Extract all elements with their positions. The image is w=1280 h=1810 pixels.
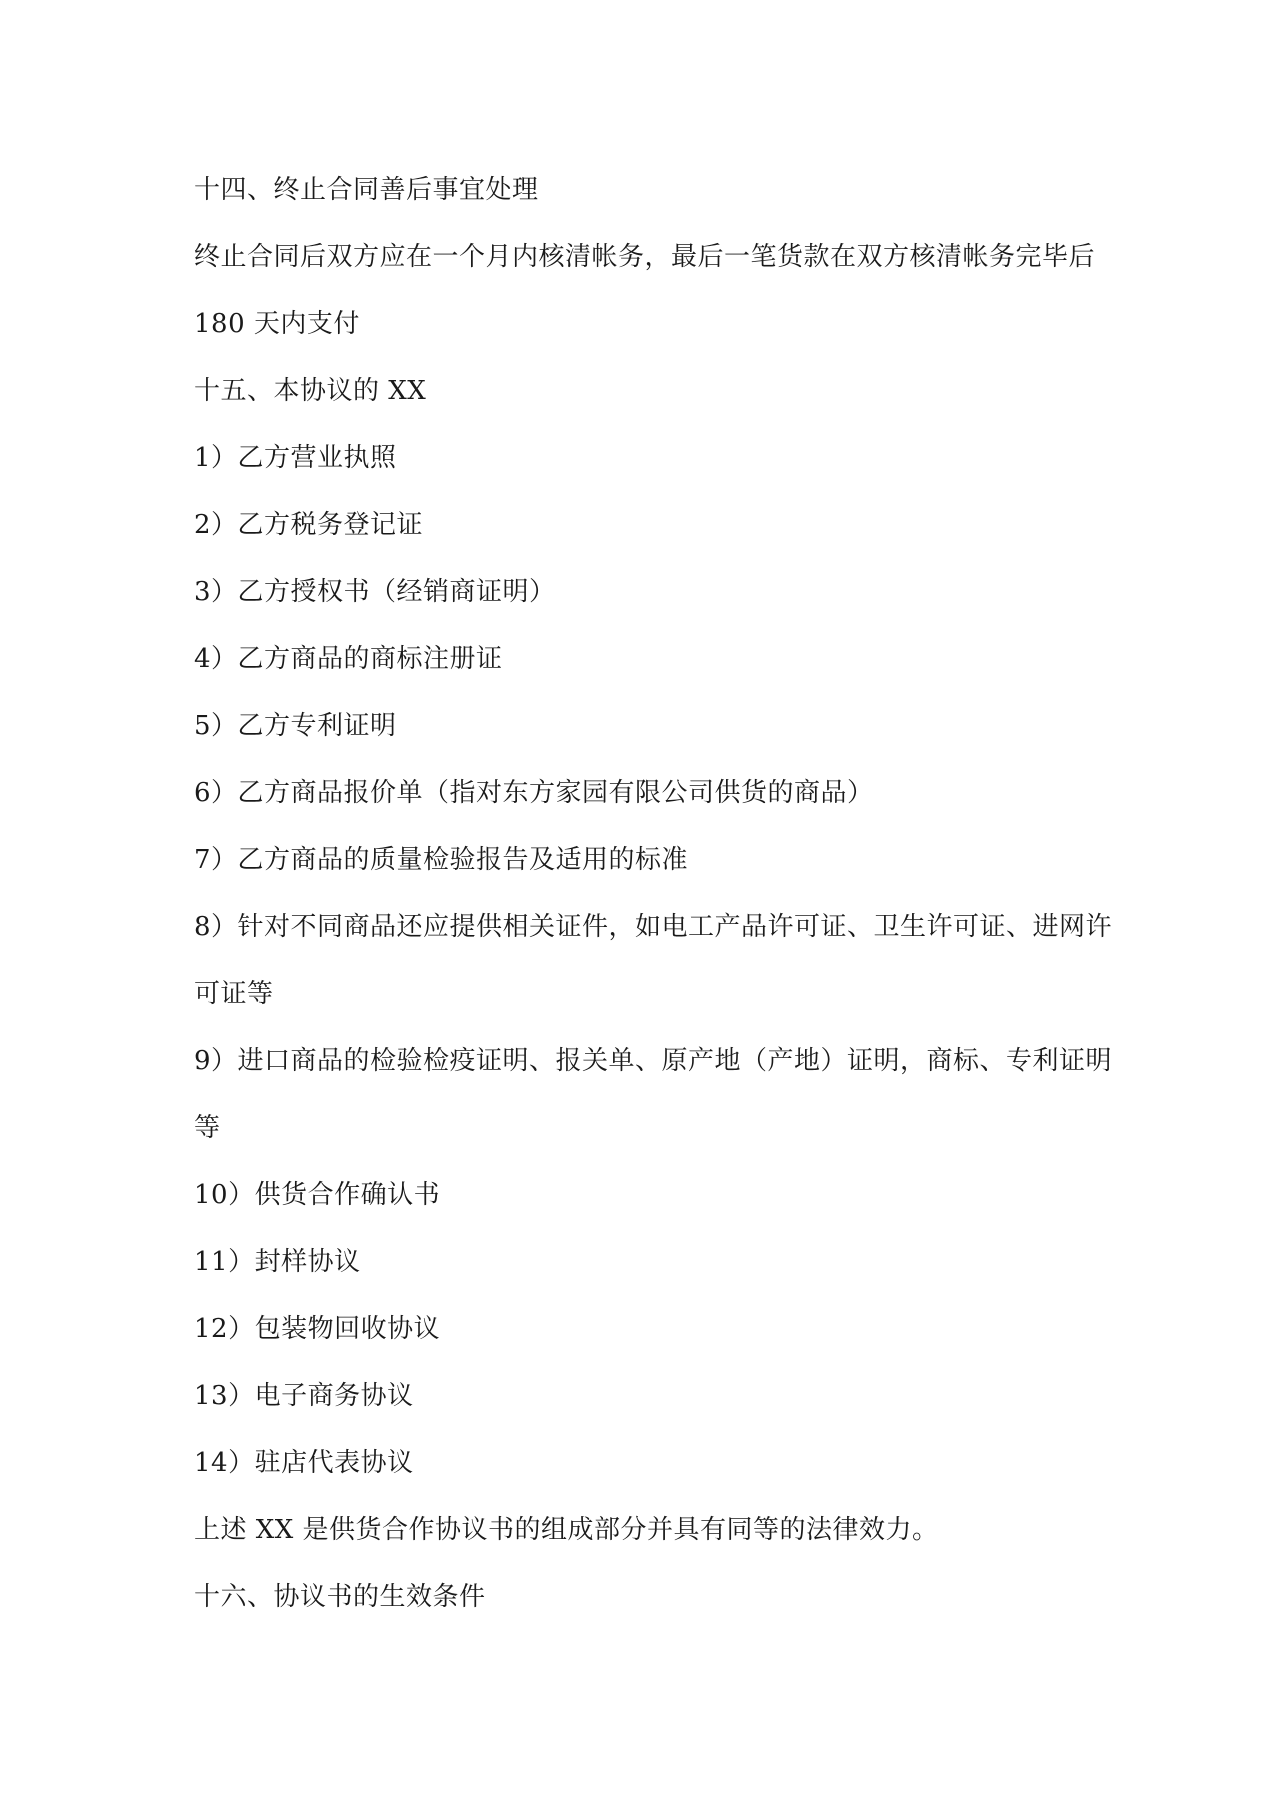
list-item: 8）针对不同商品还应提供相关证件，如电工产品许可证、卫生许可证、进网许 bbox=[194, 912, 1113, 942]
list-item: 2）乙方税务登记证 bbox=[194, 510, 424, 540]
section-15-heading: 十五、本协议的 XX bbox=[194, 376, 427, 406]
list-item: 11）封样协议 bbox=[194, 1247, 361, 1277]
list-item: 3）乙方授权书（经销商证明） bbox=[194, 577, 556, 607]
section-14-heading: 十四、终止合同善后事宜处理 bbox=[194, 175, 539, 205]
list-item: 10）供货合作确认书 bbox=[194, 1180, 441, 1210]
list-item: 4）乙方商品的商标注册证 bbox=[194, 644, 503, 674]
list-item: 12）包装物回收协议 bbox=[194, 1314, 441, 1344]
list-item: 1）乙方营业执照 bbox=[194, 443, 397, 473]
list-item: 13）电子商务协议 bbox=[194, 1381, 414, 1411]
paragraph-line: 终止合同后双方应在一个月内核清帐务，最后一笔货款在双方核清帐务完毕后 bbox=[194, 242, 1096, 272]
list-item: 6）乙方商品报价单（指对东方家园有限公司供货的商品） bbox=[194, 778, 874, 808]
section-16-heading: 十六、协议书的生效条件 bbox=[194, 1582, 486, 1612]
list-item: 7）乙方商品的质量检验报告及适用的标准 bbox=[194, 845, 689, 875]
paragraph-line: 上述 XX 是供货合作协议书的组成部分并具有同等的法律效力。 bbox=[194, 1515, 939, 1545]
paragraph-line: 180 天内支付 bbox=[194, 309, 360, 339]
list-item-continuation: 等 bbox=[194, 1113, 221, 1143]
list-item: 14）驻店代表协议 bbox=[194, 1448, 414, 1478]
list-item: 9）进口商品的检验检疫证明、报关单、原产地（产地）证明，商标、专利证明 bbox=[194, 1046, 1113, 1076]
list-item: 5）乙方专利证明 bbox=[194, 711, 397, 741]
list-item-continuation: 可证等 bbox=[194, 979, 274, 1009]
